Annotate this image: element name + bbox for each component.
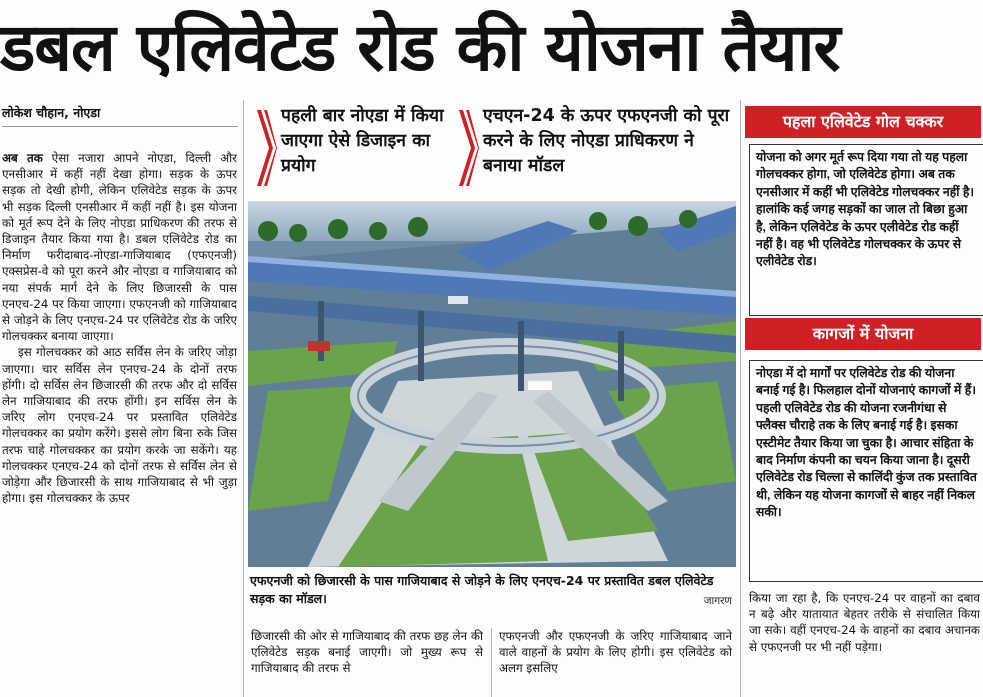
sidebar-box-1-lead: योजना	[756, 150, 786, 164]
red-chevron-icon	[253, 110, 277, 186]
article-column-1	[2, 150, 237, 695]
column-divider	[491, 628, 492, 697]
sidebar-box-1	[749, 144, 983, 316]
elevated-road-model-photo	[248, 201, 736, 567]
article-paragraph-2: इस गोलचक्कर को आठ सर्विस लेन के जरिए जोड़ा जाएगा। चार सर्विस लेन एनएच-24 के दोनों तरफ होंगी। दो सर्विस लेन छिजारसी की तरफ और दो सर्विस लेन गाजियाबाद की तरफ होंगी। इन सर्विस लेन के जरिए लोग एनएच-24 पर प्रस्तावित एलिवेटेड गोलचक्कर का प्रयोग करेंगे। इससे लोग बिना रुके जिस तरफ चाहे गोलचक्कर का प्रयोग करके जा सकेंगे। यह गोलचक्कर एनएच-24 को दोनों तरफ से सर्विस लेन से जोड़ेगा और छिजारसी के साथ गाजियाबाद से भी जुड़ा होगा। इस गोलचक्कर के ऊपर	[2, 345, 237, 506]
column-divider	[740, 100, 741, 697]
kicker-1	[253, 102, 453, 190]
article-column-4: किया जा रहा है, कि एनएच-24 पर वाहनों का दबाव न बढ़े और यातायात बेहतर तरीके से संचालित किया जा सके। वहीं एनएच-24 के वाहनों का दबाव अचानक से एफएनजी पर भी नहीं पड़ेगा।	[749, 591, 980, 654]
sidebar-box-2-text: नोएडा में दो मार्गों पर एलिवेटेड रोड की योजना बनाई गई है। फिलहाल दोनों योजनाएं कागजों में हैं। पहली एलिवेटेड रोड की योजना रजनीगंधा से फ्लैक्स चौराहे तक के लिए बनाई गई है। इसका एस्टीमेट तैयार किया जा चुका है। आचार संहिता के बाद निर्माण कंपनी का चयन किया जाना है। दूसरी एलिवेटेड रोड चिल्ला से कालिंदी कुंज तक प्रस्तावित थी, लेकिन यह योजना कागजों से बाहर नहीं निकल सकी।	[756, 366, 977, 520]
column-divider	[243, 100, 244, 697]
kicker-2	[455, 102, 735, 190]
sidebar	[745, 102, 983, 586]
article-column-3: एफएनजी और एफएनजी के जरिए गाजियाबाद जाने वाले वाहनों के प्रयोग के लिए होगी। इस एलिवेटेड को अलग इसलिए	[499, 629, 732, 676]
article-column-2: छिजारसी की ओर से गाजियाबाद की तरफ छह लेन की एलिवेटेड सड़क बनाई जाएगी। जो मुख्य रूप से गाजियाबाद की तरफ से	[251, 629, 483, 676]
lead-word: अब तक	[2, 151, 43, 165]
caption-text: एफएनजी को छिजारसी के पास गाजियाबाद से जोड़ने के लिए एनएच-24 पर प्रस्तावित डबल एलिवेटेड सड़क का मॉडल।	[250, 573, 714, 606]
red-chevron-icon	[455, 110, 479, 186]
byline: लोकेश चौहान, नोएडा	[2, 104, 238, 127]
road-model-illustration	[248, 201, 736, 567]
photo-credit: जागरण	[703, 595, 732, 607]
article-paragraph-1	[2, 150, 237, 344]
photo-caption	[250, 572, 734, 612]
kicker-1-text: पहली बार नोएडा में किया जाएगा ऐसे डिजाइन का प्रयोग	[281, 106, 444, 176]
sidebar-box-2	[749, 360, 983, 582]
kicker-2-text: एचएन-24 के ऊपर एफएनजी को पूरा करने के लिए नोएडा प्राधिकरण ने बनाया मॉडल	[483, 106, 730, 176]
sidebar-box-1-text: को अगर मूर्त रूप दिया गया तो यह पहला गोलचक्कर होगा, जो एलिवेटेड होगा। अब तक एनसीआर में कहीं भी एलिवेटेड गोलचक्कर नहीं है। हालांकि कई जगह सड़कों का जाल तो बिछा हुआ है, लेकिन एलिवेटेड के ऊपर एलीवेटेड रोड कहीं नहीं है। वह भी एलिवेटेड गोलचक्कर के ऊपर से एलीवेटेड रोड।	[756, 150, 975, 269]
sidebar-box-1-title: पहला एलिवेटेड गोल चक्कर	[745, 106, 981, 138]
page-headline: डबल एलिवेटेड रोड की योजना तैयार	[0, 9, 840, 86]
article-text-1: ऐसा नजारा आपने नोएडा, दिल्ली और एनसीआर में कहीं नहीं देखा होगा। सड़क के ऊपर सड़क तो देखी होगी, लेकिन एलिवेटेड सड़क के ऊपर भी सड़क दिल्ली एनसीआर में कहीं नहीं है। इस योजना को मूर्त रूप देने के लिए नोएडा प्राधिकरण की तरफ से डिजाइन तैयार किया गया है। डबल एलिवेटेड रोड का निर्माण फरीदाबाद-नोएडा-गाजियाबाद (एफएनजी) एक्सप्रेस-वे को पूरा करने और नोएडा व गाजियाबाद को नया संपर्क मार्ग देने के लिए छिजारसी के पास एनएच-24 पर किया जाएगा। एफएनजी को गाजियाबाद से जोड़ने के लिए एनएच-24 पर एलिवेटेड रोड के जरिए गोलचक्कर बनाया जाएगा।	[2, 151, 237, 344]
sidebar-box-2-title: कागजों में योजना	[745, 318, 981, 350]
